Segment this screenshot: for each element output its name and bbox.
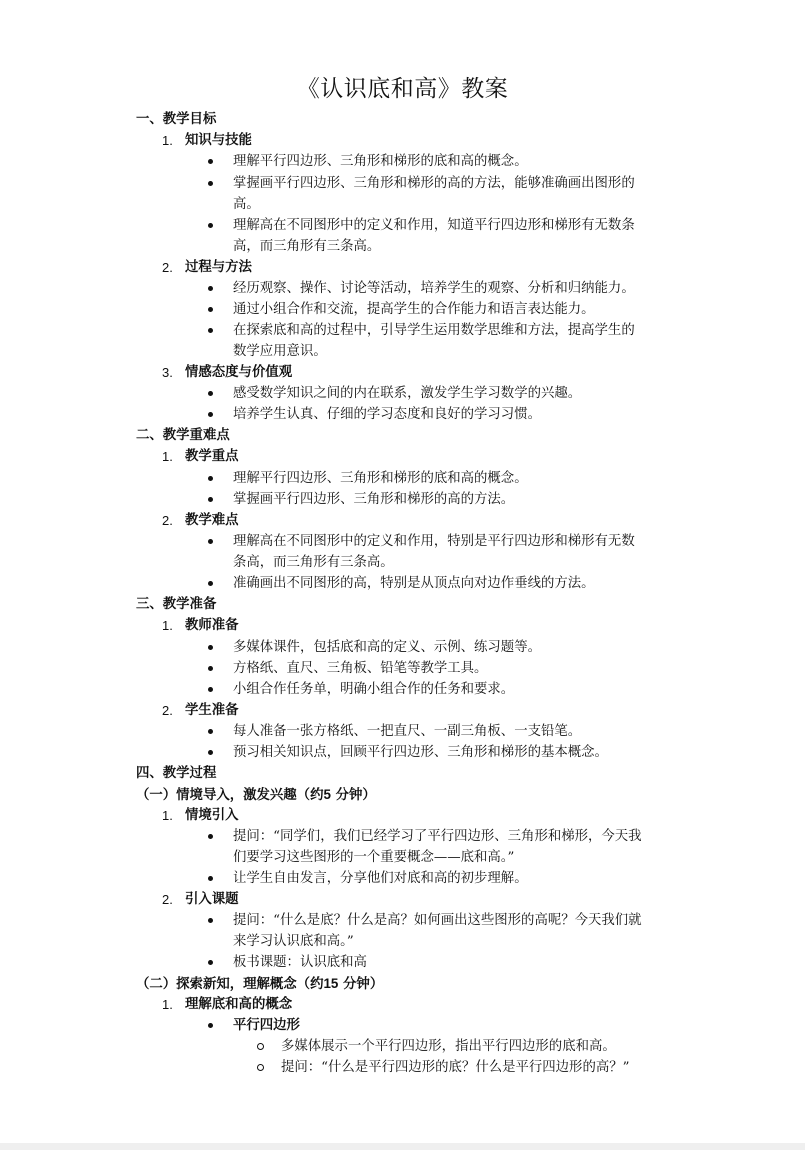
list-item: 理解平行四边形、三角形和梯形的底和高的概念。 (233, 154, 528, 169)
bullet-icon (208, 539, 213, 544)
section-heading-key-points: 二、教学重难点 (136, 427, 230, 443)
sub-list-item: 多媒体展示一个平行四边形，指出平行四边形的底和高。 (281, 1039, 616, 1054)
hollow-bullet-icon (257, 1043, 264, 1050)
list-number: 1. (162, 133, 173, 148)
list-item: 感受数学知识之间的内在联系，激发学生学习数学的兴趣。 (233, 386, 582, 401)
bullet-icon (208, 645, 213, 650)
list-number: 1. (162, 808, 173, 823)
part-heading-intro (136, 784, 376, 806)
list-item-continuation: 来学习认识底和高。” (233, 934, 354, 949)
list-number: 1. (162, 618, 173, 633)
bullet-icon (208, 876, 213, 881)
list-number: 2. (162, 703, 173, 718)
list-number: 2. (162, 892, 173, 907)
bullet-icon (208, 834, 213, 839)
page-edge (0, 1143, 805, 1150)
bullet-icon (208, 750, 213, 755)
bullet-icon (208, 181, 213, 186)
list-item: 理解高在不同图形中的定义和作用，特别是平行四边形和梯形有无数 (233, 534, 635, 549)
part-heading-explore (136, 973, 383, 995)
subsection-heading: 情感态度与价值观 (185, 364, 293, 380)
list-item: 小组合作任务单，明确小组合作的任务和要求。 (233, 682, 515, 697)
subsection-heading: 教学难点 (185, 512, 239, 528)
list-item: 掌握画平行四边形、三角形和梯形的高的方法。 (233, 492, 515, 507)
subsection-heading: 知识与技能 (185, 132, 252, 148)
bullet-icon (208, 223, 213, 228)
list-item: 让学生自由发言，分享他们对底和高的初步理解。 (233, 871, 528, 886)
list-item: 提问：“同学们，我们已经学习了平行四边形、三角形和梯形，今天我 (233, 829, 642, 844)
list-item: 多媒体课件，包括底和高的定义、示例、练习题等。 (233, 640, 541, 655)
bullet-icon (208, 328, 213, 333)
list-item: 经历观察、操作、讨论等活动，培养学生的观察、分析和归纳能力。 (233, 281, 635, 296)
bullet-icon (208, 729, 213, 734)
subsection-heading: 过程与方法 (185, 259, 252, 275)
list-item: 每人准备一张方格纸、一把直尺、一副三角板、一支铅笔。 (233, 724, 582, 739)
list-item: 理解平行四边形、三角形和梯形的底和高的概念。 (233, 471, 528, 486)
list-item: 在探索底和高的过程中，引导学生运用数学思维和方法，提高学生的 (233, 323, 635, 338)
part-heading-minutes: 15 (323, 976, 339, 991)
bullet-icon (208, 476, 213, 481)
list-number: 3. (162, 365, 173, 380)
list-item: 板书课题：认识底和高 (233, 955, 367, 970)
list-item-continuation: 们要学习这些图形的一个重要概念——底和高。” (233, 850, 515, 865)
bullet-icon (208, 918, 213, 923)
bullet-icon (208, 687, 213, 692)
subsection-heading: 引入课题 (185, 891, 239, 907)
list-number: 1. (162, 997, 173, 1012)
bullet-icon (208, 307, 213, 312)
list-number: 2. (162, 513, 173, 528)
list-item-continuation: 高。 (233, 197, 260, 212)
bullet-icon (208, 412, 213, 417)
list-item: 通过小组合作和交流，提高学生的合作能力和语言表达能力。 (233, 302, 595, 317)
part-heading-suffix: 分钟） (335, 787, 376, 803)
bullet-icon (208, 497, 213, 502)
list-item: 掌握画平行四边形、三角形和梯形的高的方法，能够准确画出图形的 (233, 176, 635, 191)
list-item-heading: 平行四边形 (233, 1017, 300, 1033)
list-item: 预习相关知识点，回顾平行四边形、三角形和梯形的基本概念。 (233, 745, 608, 760)
document-title: 《认识底和高》教案 (296, 76, 509, 102)
list-item: 培养学生认真、仔细的学习态度和良好的学习习惯。 (233, 407, 541, 422)
subsection-heading: 教学重点 (185, 448, 239, 464)
bullet-icon (208, 581, 213, 586)
list-item: 方格纸、直尺、三角板、铅笔等教学工具。 (233, 661, 488, 676)
list-item-continuation: 高，而三角形有三条高。 (233, 239, 381, 254)
part-heading-prefix: （一）情境导入，激发兴趣（约 (136, 787, 324, 803)
subsection-heading: 理解底和高的概念 (185, 996, 293, 1012)
list-item-continuation: 条高，而三角形有三条高。 (233, 555, 394, 570)
bullet-icon (208, 1023, 213, 1028)
sub-list-item: 提问：“什么是平行四边形的底？什么是平行四边形的高？” (281, 1060, 630, 1075)
subsection-heading: 教师准备 (185, 617, 239, 633)
section-heading-process: 四、教学过程 (136, 765, 217, 781)
bullet-icon (208, 159, 213, 164)
subsection-heading: 情境引入 (185, 807, 239, 823)
list-number: 2. (162, 260, 173, 275)
list-item: 理解高在不同图形中的定义和作用，知道平行四边形和梯形有无数条 (233, 218, 635, 233)
part-heading-minutes: 5 (323, 787, 331, 802)
list-item-continuation: 数学应用意识。 (233, 344, 327, 359)
section-heading-objectives: 一、教学目标 (136, 111, 217, 127)
subsection-heading: 学生准备 (185, 702, 239, 718)
bullet-icon (208, 391, 213, 396)
hollow-bullet-icon (257, 1064, 264, 1071)
bullet-icon (208, 286, 213, 291)
list-item: 准确画出不同图形的高，特别是从顶点向对边作垂线的方法。 (233, 576, 595, 591)
part-heading-suffix: 分钟） (343, 976, 384, 992)
list-item: 提问：“什么是底？什么是高？如何画出这些图形的高呢？今天我们就 (233, 913, 642, 928)
part-heading-prefix: （二）探索新知，理解概念（约 (136, 976, 324, 992)
bullet-icon (208, 960, 213, 965)
bullet-icon (208, 666, 213, 671)
list-number: 1. (162, 449, 173, 464)
section-heading-preparation: 三、教学准备 (136, 596, 217, 612)
